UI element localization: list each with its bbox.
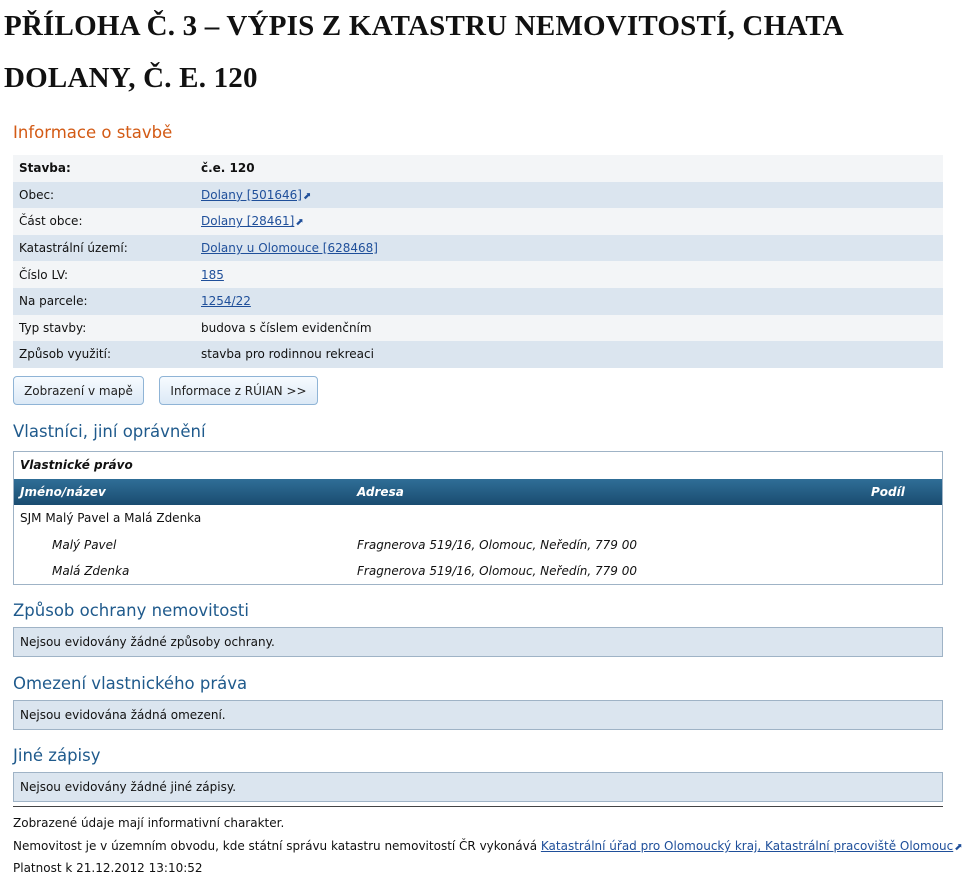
footer-authority — [13, 839, 963, 853]
info-label: Typ stavby: — [13, 315, 195, 342]
table-row — [14, 505, 942, 532]
info-row-lv-number — [13, 261, 943, 288]
external-link-icon[interactable]: ⬈ — [302, 190, 312, 202]
ruian-info-button[interactable]: Informace z RÚIAN >> — [159, 376, 318, 405]
other-records-note: Nejsou evidovány žádné jiné zápisy. — [13, 772, 943, 802]
info-label: Na parcele: — [13, 288, 195, 315]
municipality-link[interactable]: Dolany [501646] — [201, 187, 302, 202]
info-row-building — [13, 155, 943, 182]
footer-disclaimer: Zobrazené údaje mají informativní charakter. — [13, 816, 285, 830]
column-name-header: Jméno/název — [20, 485, 106, 499]
protection-note: Nejsou evidovány žádné způsoby ochrany. — [13, 627, 943, 657]
external-link-icon[interactable]: ⬈ — [954, 842, 963, 853]
info-label: Obec: — [13, 182, 195, 209]
info-row-usage — [13, 341, 943, 368]
external-link-icon[interactable]: ⬈ — [295, 217, 304, 229]
owner-name: Malá Zdenka — [52, 564, 130, 579]
restrictions-note: Nejsou evidována žádná omezení. — [13, 700, 943, 730]
info-value: stavba pro rodinnou rekreaci — [195, 341, 943, 368]
other-records-heading: Jiné zápisy — [13, 746, 101, 765]
info-label: Katastrální území: — [13, 235, 195, 262]
building-info-table — [13, 155, 943, 368]
cadastral-area-link[interactable]: Dolany u Olomouce [628468] — [201, 241, 378, 256]
footer-divider — [13, 806, 943, 807]
footer-validity: Platnost k 21.12.2012 13:10:52 — [13, 861, 203, 875]
column-share-header: Podíl — [871, 485, 905, 499]
restrictions-heading: Omezení vlastnického práva — [13, 674, 248, 693]
authority-text: Nemovitost je v územním obvodu, kde státní správu katastru nemovitostí ČR vykonává — [13, 839, 538, 853]
ownership-caption: Vlastnické právo — [14, 452, 942, 479]
owners-heading: Vlastníci, jiní oprávnění — [13, 422, 206, 441]
municipality-part-link[interactable]: Dolany [28461] — [201, 214, 295, 229]
building-info-heading: Informace o stavbě — [13, 123, 173, 142]
show-in-map-button[interactable]: Zobrazení v mapě — [13, 376, 144, 405]
owner-name: Malý Pavel — [52, 537, 117, 552]
owner-address: Fragnerova 519/16, Olomouc, Neředín, 779 00 — [357, 564, 638, 579]
info-label: Stavba: — [13, 155, 195, 182]
info-value: č.e. 120 — [195, 155, 943, 182]
protection-heading: Způsob ochrany nemovitosti — [13, 601, 249, 620]
owner-name: SJM Malý Pavel a Malá Zdenka — [20, 511, 202, 525]
owners-table — [13, 451, 943, 585]
owner-address: Fragnerova 519/16, Olomouc, Neředín, 779 00 — [357, 537, 638, 552]
authority-link[interactable]: Katastrální úřad pro Olomoucký kraj, Katastrální pracoviště Olomouc — [540, 839, 954, 853]
info-label: Číslo LV: — [13, 261, 195, 288]
info-row-municipality-part — [13, 208, 943, 235]
parcel-link[interactable]: 1254/22 — [201, 294, 251, 309]
info-label: Část obce: — [13, 208, 195, 235]
info-row-parcel — [13, 288, 943, 315]
table-row — [14, 558, 942, 585]
document-title: PŘÍLOHA Č. 3 – VÝPIS Z KATASTRU NEMOVITOSTÍ, CHATA DOLANY, Č. E. 120 — [4, 10, 843, 94]
info-row-cadastral-area — [13, 235, 943, 262]
table-row — [14, 532, 942, 559]
info-value: budova s číslem evidenčním — [195, 315, 943, 342]
info-row-municipality — [13, 182, 943, 209]
info-label: Způsob využití: — [13, 341, 195, 368]
info-row-building-type — [13, 315, 943, 342]
column-address-header: Adresa — [357, 485, 404, 499]
owners-header-row — [14, 479, 942, 505]
lv-number-link[interactable]: 185 — [201, 267, 224, 282]
